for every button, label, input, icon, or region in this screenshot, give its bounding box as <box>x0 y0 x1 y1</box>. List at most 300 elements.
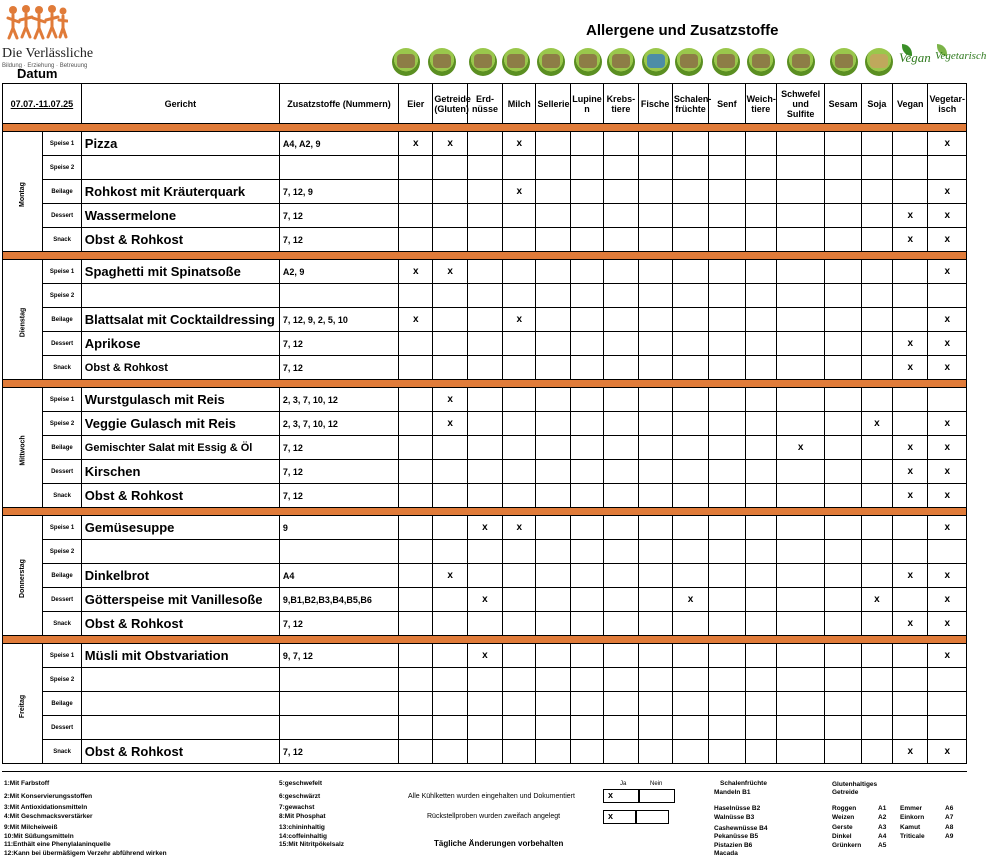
additives-cell: 7, 12 <box>279 460 398 484</box>
mark-schwefel <box>776 412 825 436</box>
mark-senf <box>709 308 745 332</box>
additives-cell: A4 <box>279 564 398 588</box>
mark-getreide <box>433 204 467 228</box>
mark-schwefel: x <box>776 436 825 460</box>
mark-milch <box>503 644 536 668</box>
mark-sellerie <box>536 588 570 612</box>
mark-eier <box>399 668 433 692</box>
mark-fische <box>638 668 672 692</box>
col-schwefel: Schwefel und Sulfite <box>776 84 825 124</box>
mark-erdnuesse <box>467 356 502 380</box>
mark-vegetarisch: x <box>928 564 967 588</box>
celery-icon <box>537 48 565 76</box>
mark-vegetarisch <box>928 388 967 412</box>
mark-soja <box>861 332 892 356</box>
mark-schalenfruechte <box>672 156 708 180</box>
mark-vegan <box>893 588 928 612</box>
mark-eier <box>399 228 433 252</box>
grain-code: A7 <box>945 814 954 821</box>
mark-milch <box>503 588 536 612</box>
mark-eier <box>399 484 433 508</box>
dish-name: Gemischter Salat mit Essig & Öl <box>81 436 279 460</box>
mark-sellerie <box>536 484 570 508</box>
day-label <box>3 132 43 252</box>
mark-schwefel <box>776 516 825 540</box>
mark-sesam <box>825 692 861 716</box>
mark-weichtiere <box>745 588 776 612</box>
dish-name: Obst & Rohkost <box>81 228 279 252</box>
mark-schalenfruechte: x <box>672 588 708 612</box>
mark-lupinen <box>570 332 603 356</box>
mark-vegetarisch: x <box>928 484 967 508</box>
mark-schwefel <box>776 460 825 484</box>
mark-vegan <box>893 644 928 668</box>
mark-schalenfruechte <box>672 436 708 460</box>
mark-milch <box>503 284 536 308</box>
mark-lupinen <box>570 460 603 484</box>
col-sellerie: Sellerie <box>536 84 570 124</box>
mark-fische <box>638 388 672 412</box>
mark-getreide <box>433 460 467 484</box>
mark-schalenfruechte <box>672 412 708 436</box>
additives-cell: A4, A2, 9 <box>279 132 398 156</box>
mark-getreide <box>433 668 467 692</box>
crustacean-icon <box>607 48 635 76</box>
menu-table <box>2 83 967 764</box>
meal-type: Snack <box>43 356 81 380</box>
mark-fische <box>638 260 672 284</box>
mark-getreide: x <box>433 132 467 156</box>
children-logo-icon <box>6 4 68 42</box>
mark-sesam <box>825 356 861 380</box>
mark-sellerie <box>536 332 570 356</box>
mark-vegetarisch <box>928 692 967 716</box>
mark-sesam <box>825 132 861 156</box>
mark-schwefel <box>776 284 825 308</box>
mark-erdnuesse <box>467 308 502 332</box>
table-row <box>3 564 967 588</box>
legend-item: 2:Mit Konservierungsstoffen <box>4 793 93 800</box>
mark-vegan <box>893 412 928 436</box>
mark-lupinen <box>570 516 603 540</box>
mark-weichtiere <box>745 484 776 508</box>
mark-weichtiere <box>745 460 776 484</box>
day-separator <box>3 636 967 644</box>
mark-vegetarisch: x <box>928 228 967 252</box>
table-row <box>3 644 967 668</box>
col-vegetarisch: Vegetar- isch <box>928 84 967 124</box>
additives-cell: 7, 12 <box>279 228 398 252</box>
schalen-item: Mandeln B1 <box>714 789 751 796</box>
mark-soja <box>861 356 892 380</box>
mark-vegetarisch: x <box>928 612 967 636</box>
dish-name: Dinkelbrot <box>81 564 279 588</box>
meal-type: Snack <box>43 484 81 508</box>
col-lupinen: Lupine n <box>570 84 603 124</box>
mark-weichtiere <box>745 388 776 412</box>
mark-sesam <box>825 612 861 636</box>
grain-name: Dinkel <box>832 833 852 840</box>
mark-fische <box>638 132 672 156</box>
mark-milch <box>503 740 536 764</box>
mark-erdnuesse <box>467 180 502 204</box>
mark-schalenfruechte <box>672 740 708 764</box>
mark-fische <box>638 564 672 588</box>
mark-erdnuesse <box>467 716 502 740</box>
mark-soja <box>861 436 892 460</box>
mark-senf <box>709 612 745 636</box>
schalen-item: Walnüsse B3 <box>714 814 755 821</box>
mark-eier <box>399 540 433 564</box>
mark-erdnuesse <box>467 668 502 692</box>
mark-milch <box>503 388 536 412</box>
mark-fische <box>638 308 672 332</box>
table-row <box>3 132 967 156</box>
mark-getreide: x <box>433 412 467 436</box>
mark-milch <box>503 356 536 380</box>
mark-erdnuesse <box>467 156 502 180</box>
meal-type: Dessert <box>43 716 81 740</box>
table-row <box>3 588 967 612</box>
grain-name: Triticale <box>900 833 925 840</box>
mark-fische <box>638 644 672 668</box>
mark-getreide <box>433 356 467 380</box>
mark-weichtiere <box>745 412 776 436</box>
day-separator <box>3 124 967 132</box>
grain-code: A1 <box>878 805 887 812</box>
mark-getreide <box>433 436 467 460</box>
schalen-item: Haselnüsse B2 <box>714 805 761 812</box>
additives-cell <box>279 716 398 740</box>
table-row <box>3 204 967 228</box>
table-row <box>3 228 967 252</box>
mark-vegetarisch: x <box>928 740 967 764</box>
mark-sellerie <box>536 388 570 412</box>
table-row <box>3 612 967 636</box>
mark-soja <box>861 260 892 284</box>
mark-getreide <box>433 516 467 540</box>
mark-weichtiere <box>745 540 776 564</box>
mark-sesam <box>825 332 861 356</box>
meal-type: Speise 2 <box>43 412 81 436</box>
mark-krebstiere <box>604 436 638 460</box>
additives-cell: 2, 3, 7, 10, 12 <box>279 388 398 412</box>
table-row <box>3 516 967 540</box>
mark-lupinen <box>570 412 603 436</box>
mark-vegan <box>893 132 928 156</box>
additives-cell <box>279 540 398 564</box>
col-schalenfruechte: Schalen- früchte <box>672 84 708 124</box>
grain-code: A8 <box>945 824 954 831</box>
mark-erdnuesse <box>467 740 502 764</box>
mark-lupinen <box>570 180 603 204</box>
mark-fische <box>638 228 672 252</box>
dish-name: Wurstgulasch mit Reis <box>81 388 279 412</box>
table-row <box>3 332 967 356</box>
additives-cell: 7, 12 <box>279 332 398 356</box>
mark-weichtiere <box>745 332 776 356</box>
mark-milch <box>503 260 536 284</box>
mark-milch <box>503 564 536 588</box>
mark-senf <box>709 564 745 588</box>
mark-sesam <box>825 716 861 740</box>
mark-vegetarisch <box>928 540 967 564</box>
schalen-title: Schalenfrüchte <box>720 780 767 787</box>
mark-krebstiere <box>604 484 638 508</box>
dish-name: Gemüsesuppe <box>81 516 279 540</box>
dish-name: Götterspeise mit Vanillesoße <box>81 588 279 612</box>
mark-eier <box>399 436 433 460</box>
mark-milch: x <box>503 308 536 332</box>
mark-weichtiere <box>745 668 776 692</box>
mark-vegan <box>893 180 928 204</box>
legend-item: 1:Mit Farbstoff <box>4 780 50 787</box>
mark-milch <box>503 436 536 460</box>
mark-lupinen <box>570 716 603 740</box>
mark-fische <box>638 484 672 508</box>
legend-item: 10:Mit Süßungsmitteln <box>4 833 74 840</box>
kuehlketten-checkbox[interactable] <box>603 789 675 803</box>
mark-sellerie <box>536 644 570 668</box>
mark-sellerie <box>536 180 570 204</box>
mark-krebstiere <box>604 644 638 668</box>
meal-type: Speise 2 <box>43 668 81 692</box>
aenderungen-note: Tägliche Änderungen vorbehalten <box>434 839 564 848</box>
mark-lupinen <box>570 308 603 332</box>
mark-schwefel <box>776 228 825 252</box>
mark-vegan: x <box>893 460 928 484</box>
mark-soja <box>861 284 892 308</box>
mark-vegetarisch: x <box>928 204 967 228</box>
mark-weichtiere <box>745 204 776 228</box>
mark-fische <box>638 180 672 204</box>
table-row <box>3 460 967 484</box>
mark-milch <box>503 484 536 508</box>
mark-milch <box>503 716 536 740</box>
mark-erdnuesse <box>467 564 502 588</box>
mark-fische <box>638 716 672 740</box>
col-erdnuesse: Erd- nüsse <box>467 84 502 124</box>
check-mark: x <box>608 811 614 821</box>
mark-weichtiere <box>745 284 776 308</box>
mark-weichtiere <box>745 644 776 668</box>
mark-vegetarisch: x <box>928 460 967 484</box>
dish-name <box>81 156 279 180</box>
mark-sesam <box>825 284 861 308</box>
mark-sesam <box>825 180 861 204</box>
grain-code: A3 <box>878 824 887 831</box>
mark-schalenfruechte <box>672 308 708 332</box>
mark-schalenfruechte <box>672 460 708 484</box>
milk-icon <box>502 48 530 76</box>
mark-weichtiere <box>745 356 776 380</box>
mark-weichtiere <box>745 260 776 284</box>
mark-lupinen <box>570 692 603 716</box>
allergen-icon-strip <box>392 48 987 82</box>
mark-vegetarisch: x <box>928 260 967 284</box>
mark-erdnuesse <box>467 228 502 252</box>
mark-vegan: x <box>893 612 928 636</box>
mark-schalenfruechte <box>672 540 708 564</box>
day-name: Montag <box>19 181 27 207</box>
day-label <box>3 644 43 764</box>
mark-milch <box>503 540 536 564</box>
mark-eier <box>399 388 433 412</box>
col-additives: Zusatzstoffe (Nummern) <box>279 84 398 124</box>
dish-name: Aprikose <box>81 332 279 356</box>
mark-senf <box>709 180 745 204</box>
meal-type: Snack <box>43 228 81 252</box>
mark-krebstiere <box>604 516 638 540</box>
mark-senf <box>709 204 745 228</box>
mark-weichtiere <box>745 516 776 540</box>
mark-senf <box>709 436 745 460</box>
dish-name: Wassermelone <box>81 204 279 228</box>
mark-erdnuesse <box>467 204 502 228</box>
additives-cell: 9, 7, 12 <box>279 644 398 668</box>
mark-schwefel <box>776 204 825 228</box>
mark-krebstiere <box>604 156 638 180</box>
day-label <box>3 388 43 508</box>
mark-senf <box>709 588 745 612</box>
mark-senf <box>709 412 745 436</box>
mark-senf <box>709 644 745 668</box>
additives-cell <box>279 668 398 692</box>
day-name: Mittwoch <box>19 434 27 466</box>
mark-vegetarisch: x <box>928 644 967 668</box>
mark-fische <box>638 692 672 716</box>
mark-sellerie <box>536 204 570 228</box>
mark-lupinen <box>570 204 603 228</box>
mark-soja <box>861 668 892 692</box>
schalen-item: Pekanüsse B5 <box>714 833 759 840</box>
mark-weichtiere <box>745 740 776 764</box>
mark-vegan <box>893 540 928 564</box>
mark-soja <box>861 132 892 156</box>
sesame-icon <box>830 48 858 76</box>
grain-name: Weizen <box>832 814 855 821</box>
mark-erdnuesse <box>467 412 502 436</box>
mark-lupinen <box>570 156 603 180</box>
mark-krebstiere <box>604 228 638 252</box>
mark-vegan <box>893 516 928 540</box>
mark-erdnuesse <box>467 260 502 284</box>
mark-vegan: x <box>893 332 928 356</box>
mark-erdnuesse <box>467 132 502 156</box>
lupin-icon <box>574 48 602 76</box>
dish-name: Veggie Gulasch mit Reis <box>81 412 279 436</box>
legend-item: 4:Mit Geschmacksverstärker <box>4 813 93 820</box>
grain-name: Emmer <box>900 805 923 812</box>
mark-sellerie <box>536 308 570 332</box>
day-name: Dienstag <box>19 307 27 337</box>
nut-icon <box>675 48 703 76</box>
mark-schalenfruechte <box>672 356 708 380</box>
mark-vegan: x <box>893 740 928 764</box>
mark-vegetarisch: x <box>928 516 967 540</box>
additives-cell <box>279 284 398 308</box>
mark-sellerie <box>536 540 570 564</box>
mark-soja <box>861 692 892 716</box>
check-mark: x <box>608 790 614 800</box>
rueckstell-checkbox[interactable] <box>603 810 669 824</box>
mark-getreide: x <box>433 564 467 588</box>
table-row <box>3 412 967 436</box>
mark-milch <box>503 228 536 252</box>
mark-lupinen <box>570 740 603 764</box>
mark-erdnuesse <box>467 460 502 484</box>
mark-weichtiere <box>745 156 776 180</box>
mark-sellerie <box>536 412 570 436</box>
mark-lupinen <box>570 612 603 636</box>
mark-eier <box>399 588 433 612</box>
mark-erdnuesse <box>467 284 502 308</box>
meal-type: Dessert <box>43 460 81 484</box>
mark-getreide <box>433 308 467 332</box>
mark-schalenfruechte <box>672 284 708 308</box>
mark-senf <box>709 540 745 564</box>
dish-name: Obst & Rohkost <box>81 484 279 508</box>
legend-item: 5:geschwefelt <box>279 780 322 787</box>
logo-tagline: Bildung · Erziehung · Betreuung <box>2 63 88 69</box>
mark-soja <box>861 644 892 668</box>
mark-getreide <box>433 644 467 668</box>
mark-schwefel <box>776 588 825 612</box>
mark-erdnuesse <box>467 540 502 564</box>
mark-sesam <box>825 644 861 668</box>
meal-type: Speise 1 <box>43 516 81 540</box>
mark-vegan: x <box>893 564 928 588</box>
mark-soja <box>861 716 892 740</box>
mark-eier <box>399 692 433 716</box>
mark-eier <box>399 460 433 484</box>
mark-vegetarisch: x <box>928 356 967 380</box>
mark-getreide: x <box>433 260 467 284</box>
mark-krebstiere <box>604 284 638 308</box>
mark-krebstiere <box>604 668 638 692</box>
mark-sellerie <box>536 668 570 692</box>
mark-milch: x <box>503 132 536 156</box>
mark-lupinen <box>570 228 603 252</box>
legend-item: 15:Mit Nitritpökelsalz <box>279 841 345 848</box>
mark-sellerie <box>536 716 570 740</box>
mark-krebstiere <box>604 356 638 380</box>
mark-schwefel <box>776 612 825 636</box>
kuehlketten-text: Alle Kühlketten wurden eingehalten und Dokumentiert <box>408 793 575 800</box>
additives-cell: 7, 12 <box>279 204 398 228</box>
mark-krebstiere <box>604 204 638 228</box>
grain-name: Kamut <box>900 824 921 831</box>
mark-milch <box>503 332 536 356</box>
mark-milch <box>503 460 536 484</box>
col-krebstiere: Krebs- tiere <box>604 84 638 124</box>
mark-eier <box>399 740 433 764</box>
dish-name <box>81 284 279 308</box>
egg-icon <box>392 48 420 76</box>
mark-eier <box>399 716 433 740</box>
mark-erdnuesse: x <box>467 588 502 612</box>
mark-schalenfruechte <box>672 484 708 508</box>
mark-sesam <box>825 156 861 180</box>
grain-code: A6 <box>945 805 954 812</box>
mark-vegetarisch: x <box>928 588 967 612</box>
mark-schalenfruechte <box>672 204 708 228</box>
mark-vegan <box>893 308 928 332</box>
mark-senf <box>709 484 745 508</box>
mark-sellerie <box>536 516 570 540</box>
mark-lupinen <box>570 588 603 612</box>
mark-eier <box>399 612 433 636</box>
